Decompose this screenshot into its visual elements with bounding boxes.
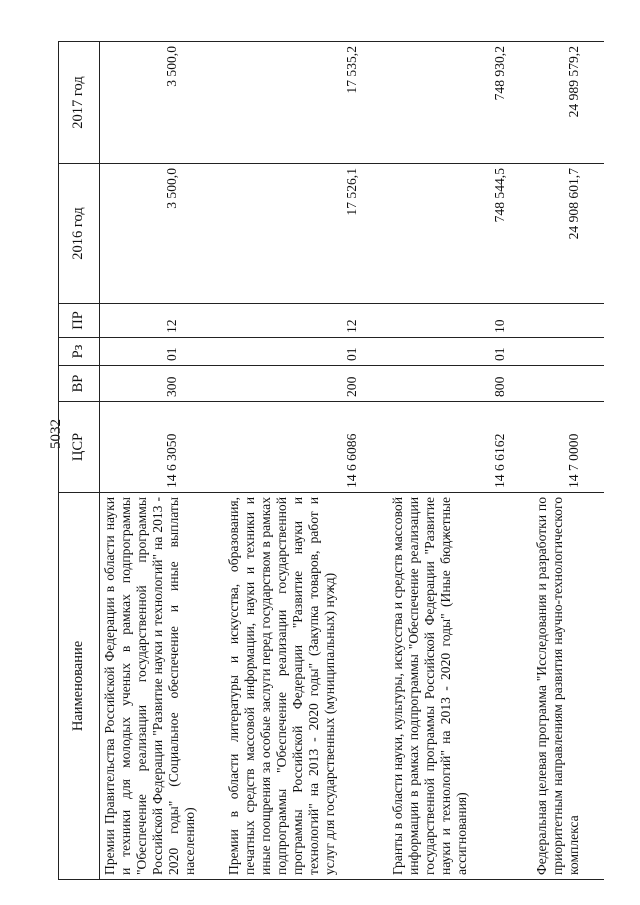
row-csr: 14 6 6162 <box>388 402 532 493</box>
row-vr: 300 <box>100 366 224 402</box>
row-pr <box>532 304 605 338</box>
row-2016: 748 544,5 <box>388 164 532 304</box>
header-2016: 2016 год <box>59 164 100 304</box>
header-name: Наименование <box>59 493 100 880</box>
row-2016: 17 526,1 <box>224 164 388 304</box>
row-rz: 01 <box>388 338 532 366</box>
row-2016: 3 500,0 <box>100 164 224 304</box>
table-header-row <box>59 42 100 880</box>
row-vr: 200 <box>224 366 388 402</box>
budget-table-rotated <box>58 40 606 880</box>
budget-table <box>58 41 604 880</box>
row-name: Федеральная целевая программа "Исследования и разработки по приоритетным направлениям развития научно-технологического комплекса <box>532 493 605 880</box>
row-2017: 3 500,0 <box>100 42 224 164</box>
row-csr: 14 7 0000 <box>532 402 605 493</box>
table-row <box>224 42 388 880</box>
table-row <box>388 42 532 880</box>
row-pr: 10 <box>388 304 532 338</box>
header-2017: 2017 год <box>59 42 100 164</box>
row-vr <box>532 366 605 402</box>
table-row <box>532 42 605 880</box>
row-name: Премии Правительства Российской Федерации в области науки и техники для молодых ученых в рамках подпрограммы "Обеспечение реализации государственной программы Российской Федерации "Развитие науки и технологий" на 2013 - 2020 годы" (Социальное обеспечение и иные выплаты населению) <box>100 493 224 880</box>
header-csr: ЦСР <box>59 402 100 493</box>
row-pr: 12 <box>224 304 388 338</box>
row-rz: 01 <box>100 338 224 366</box>
row-csr: 14 6 6086 <box>224 402 388 493</box>
row-pr: 12 <box>100 304 224 338</box>
row-2017: 17 535,2 <box>224 42 388 164</box>
page-number: 5032 <box>48 419 64 449</box>
row-name: Гранты в области науки, культуры, искусства и средств массовой информации в рамках подпрограммы "Обеспечение реализации государственной программы Российской Федерации "Развитие науки и технологий" на 2013 - 2020 годы" (Иные бюджетные ассигнования) <box>388 493 532 880</box>
header-pr: ПР <box>59 304 100 338</box>
row-2016: 24 908 601,7 <box>532 164 605 304</box>
header-vr: ВР <box>59 366 100 402</box>
header-rz: Рз <box>59 338 100 366</box>
row-rz: 01 <box>224 338 388 366</box>
row-csr: 14 6 3050 <box>100 402 224 493</box>
row-vr: 800 <box>388 366 532 402</box>
table-row <box>100 42 224 880</box>
row-rz <box>532 338 605 366</box>
row-2017: 24 989 579,2 <box>532 42 605 164</box>
row-name: Премии в области литературы и искусства, образования, печатных средств массовой информации, науки и техники и иные поощрения за особые заслуги перед государством в рамках подпрограммы "Обеспечение реализации государственной программы Российской Федерации "Развитие науки и технологий" на 2013 - 2020 годы" (Закупка товаров, работ и услуг для государственных (муниципальных) нужд) <box>224 493 388 880</box>
budget-table-viewport <box>58 40 606 880</box>
row-2017: 748 930,2 <box>388 42 532 164</box>
